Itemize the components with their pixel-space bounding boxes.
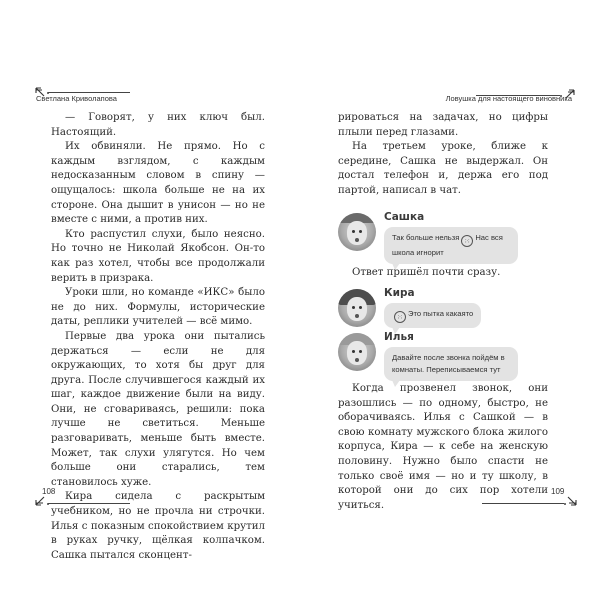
message-text: Это пытка какаято bbox=[408, 309, 474, 318]
paragraph: Когда прозвенел звонок, они разошлись — по одному, быстро, не оборачиваясь. Илья с Сашкой — в свою комнату мужского блока жилого корпуса, Кира — к себе на женскую половину. Нужно было спасти не только своё имя — но и ту школу, в которой они до сих пор хотели учиться. bbox=[338, 383, 548, 511]
avatar-sashka bbox=[338, 213, 376, 251]
message-text: Давайте после звонка пойдём в комнаты. Переписываемся тут bbox=[392, 353, 505, 374]
sender-name: Сашка bbox=[384, 211, 425, 223]
footer-rule bbox=[48, 503, 130, 504]
page-number: 108 bbox=[42, 487, 56, 496]
paragraph: Кира сидела с раскрытым учебником, но не прочла ни строчки. Илья с показным спокойствием крутил в руках ручку, щёлкая колпачком. Сашка пытался сконцент- bbox=[51, 491, 265, 561]
paragraph: Кто распустил слухи, было неясно. Но точно не Николай Якобсон. Он-то как раз хотел, чтобы все продолжали верить в призрака. bbox=[51, 228, 265, 284]
paragraph: На третьем уроке, ближе к середине, Сашка не выдержал. Он достал телефон и, держа его под партой, написал в чат. bbox=[338, 141, 548, 196]
crying-face-icon: ;·; bbox=[394, 311, 406, 323]
running-head-author: Светлана Криволапова bbox=[36, 94, 117, 103]
paragraph: Ответ пришёл почти сразу. bbox=[352, 267, 501, 278]
right-body-text-top bbox=[338, 111, 548, 199]
right-body-text-bottom bbox=[338, 382, 548, 513]
paragraph: Первые два урока они пытались держаться — если не для окружающих, то хотя бы друг для друга. После случившегося каждый их шаг, каждое движение были на виду. Они, не сговариваясь, решили: пока лучше не светиться. Меньше разговаривать, меньше быть вместе. Может, так слухи улягутся. Но чем больше они старались, тем становилось хуже. bbox=[51, 330, 265, 488]
header-rule bbox=[48, 92, 130, 93]
paragraph: рироваться на задачах, но цифры плыли перед глазами. bbox=[338, 112, 548, 138]
avatar-ilya bbox=[338, 333, 376, 371]
sender-name: Илья bbox=[384, 331, 414, 343]
chat-bubble bbox=[384, 227, 518, 264]
chat-interlude bbox=[338, 266, 548, 281]
paragraph: Уроки шли, но команде «ИКС» было не до них. Формулы, исторические даты, реплики учителей — всё мимо. bbox=[51, 287, 265, 328]
running-head-title: Ловушка для настоящего виновника bbox=[445, 94, 572, 103]
paragraph: — Говорят, у них ключ был. Настоящий. bbox=[51, 112, 265, 138]
chat-bubble bbox=[384, 303, 481, 328]
corner-arrow-icon bbox=[34, 495, 46, 507]
paragraph: Их обвиняли. Не прямо. Но с каждым взглядом, с каждым недосказанным словом в спину — ощущалось: школа больше не на их стороне. Она дышит в унисон — но не вместе с ними, а против них. bbox=[51, 141, 265, 226]
sender-name: Кира bbox=[384, 287, 415, 299]
page-number: 109 bbox=[551, 487, 565, 496]
avatar-kira bbox=[338, 289, 376, 327]
crying-face-icon: ;·; bbox=[461, 235, 473, 247]
message-text: Нас вся школа игнорит bbox=[392, 233, 503, 257]
corner-arrow-icon bbox=[566, 495, 578, 507]
left-body-text bbox=[51, 111, 265, 563]
message-text: Так больше нельзя bbox=[392, 233, 460, 242]
chat-bubble bbox=[384, 347, 518, 381]
